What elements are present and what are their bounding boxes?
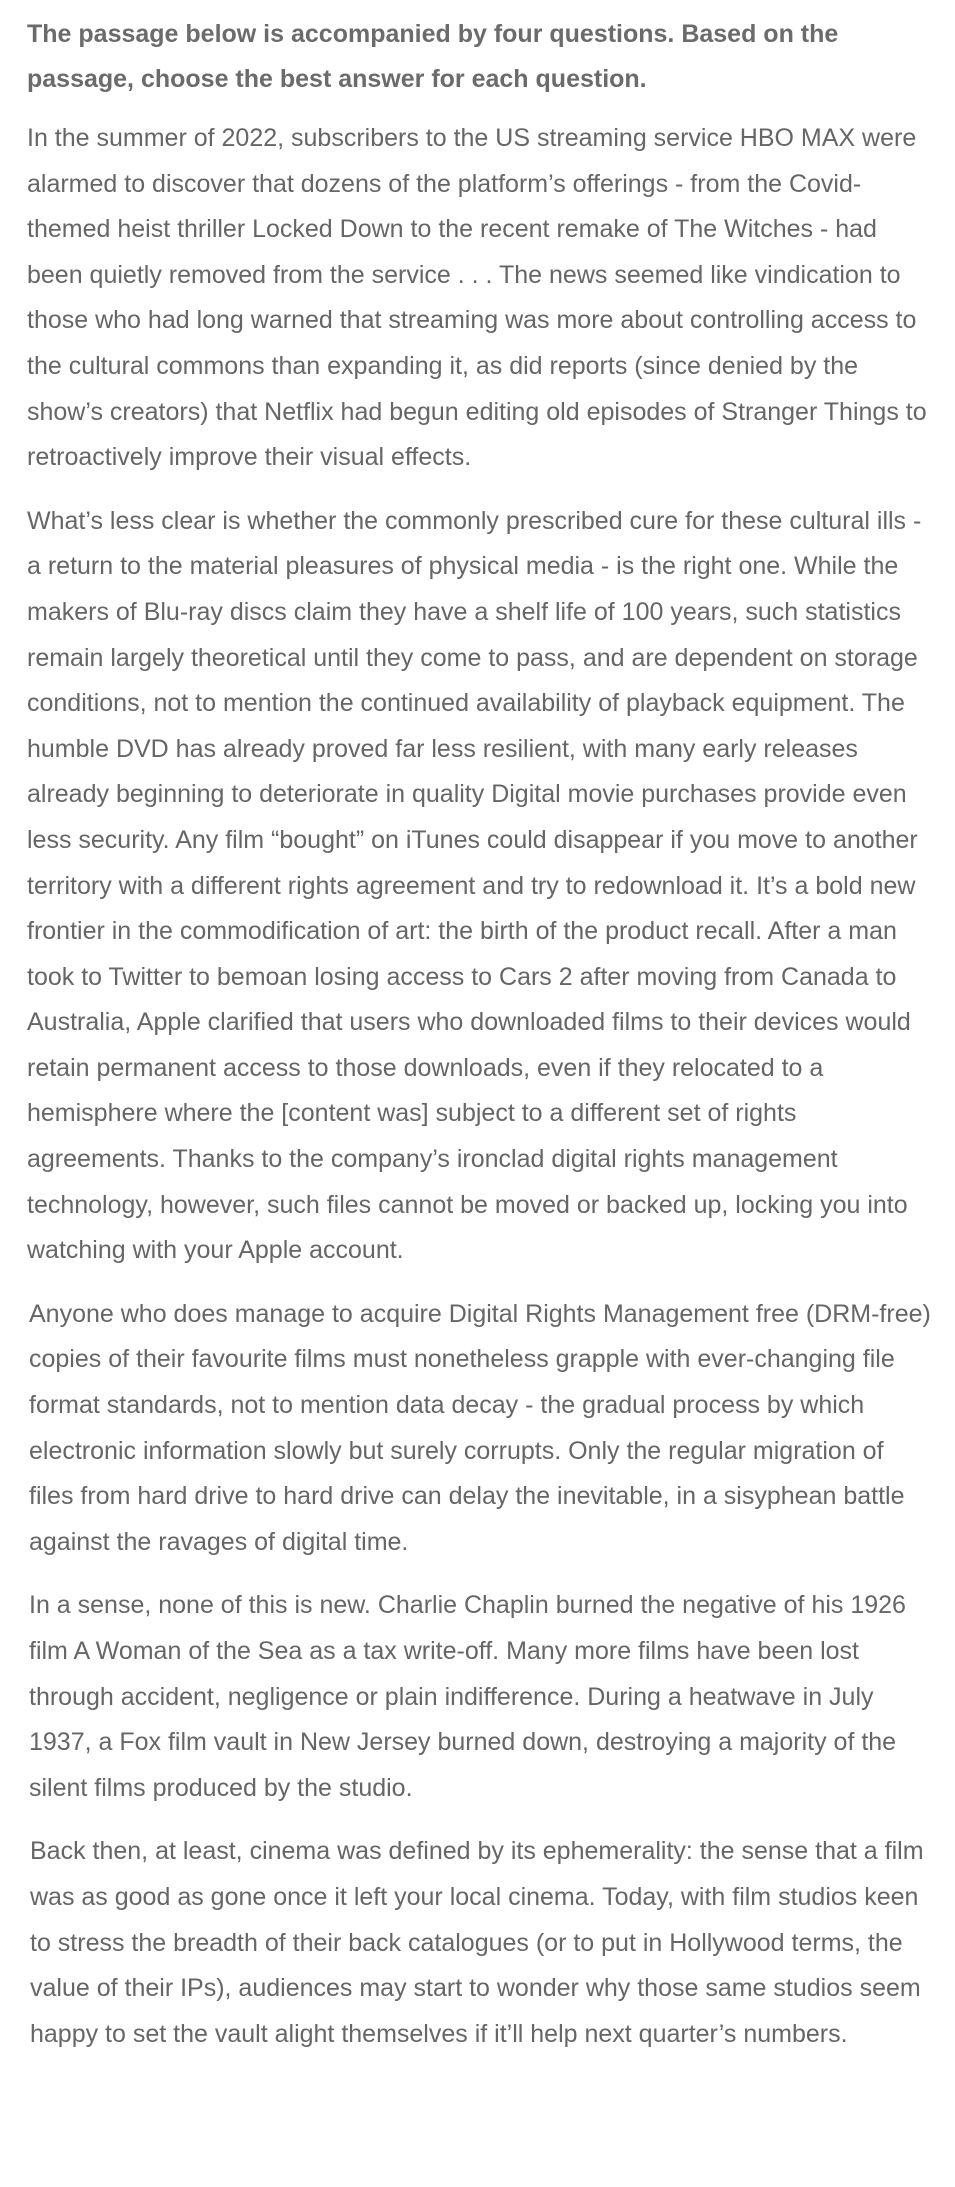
passage-paragraph-5: Back then, at least, cinema was defined by its ephemerality: the sense that a film was as good as gone once it left your local cinema. Today, with film studios keen to stress the breadth of their back catalogues (or to put in Hollywood terms, the value of their IPs), audiences may start to wonder why those same studios seem happy to set the vault alight themselves if it’ll help next quarter’s numbers. <box>30 1837 924 2048</box>
passage-paragraph-3: Anyone who does manage to acquire Digital Rights Management free (DRM-free) copies of their favourite films must nonetheless grapple with ever-changing file format standards, not to mention data decay - the gradual process by which electronic information slowly but surely corrupts. Only the regular migration of files from hard drive to hard drive can delay the inevitable, in a sisyphean battle against the ravages of digital time. <box>29 1299 931 1556</box>
passage-paragraph-2: What’s less clear is whether the commonly prescribed cure for these cultural ills - a return to the material pleasures of physical media - is the right one. While the makers of Blu-ray discs claim they have a shelf life of 100 years, such statistics remain largely theoretical until they come to pass, and are dependent on storage conditions, not to mention the continued availability of playback equipment. The humble DVD has already proved far less resilient, with many early releases already beginning to deteriorate in quality Digital movie purchases provide even less security. Any film “bought” on iTunes could disappear if you move to another territory with a different rights agreement and try to redownload it. It’s a bold new frontier in the commodification of art: the birth of the product recall. After a man took to Twitter to bemoan losing access to Cars 2 after moving from Canada to Australia, Apple clarified that users who downloaded films to their devices would retain permanent access to those downloads, even if they relocated to a hemisphere where the [content was] subject to a different set of rights agreements. Thanks to the company’s ironclad digital rights management technology, however, such files cannot be moved or backed up, locking you into watching with your Apple account. <box>27 506 922 1265</box>
passage-paragraph-4: In a sense, none of this is new. Charlie Chaplin burned the negative of his 1926 film A Woman of the Sea as a tax write-off. Many more films have been lost through accident, negligence or plain indifference. During a heatwave in July 1937, a Fox film vault in New Jersey burned down, destroying a majority of the silent films produced by the studio. <box>29 1591 906 1802</box>
passage-paragraph-1: In the summer of 2022, subscribers to the US streaming service HBO MAX were alarmed to discover that dozens of the platform’s offerings - from the Covid-themed heist thriller Locked Down to the recent remake of The Witches - had been quietly removed from the service . . . The news seemed like vindication to those who had long warned that streaming was more about controlling access to the cultural commons than expanding it, as did reports (since denied by the show’s creators) that Netflix had begun editing old episodes of Stranger Things to retroactively improve their visual effects. <box>27 124 927 472</box>
question-instructions: The passage below is accompanied by four questions. Based on the passage, choose the best answer for each question. <box>27 20 839 93</box>
